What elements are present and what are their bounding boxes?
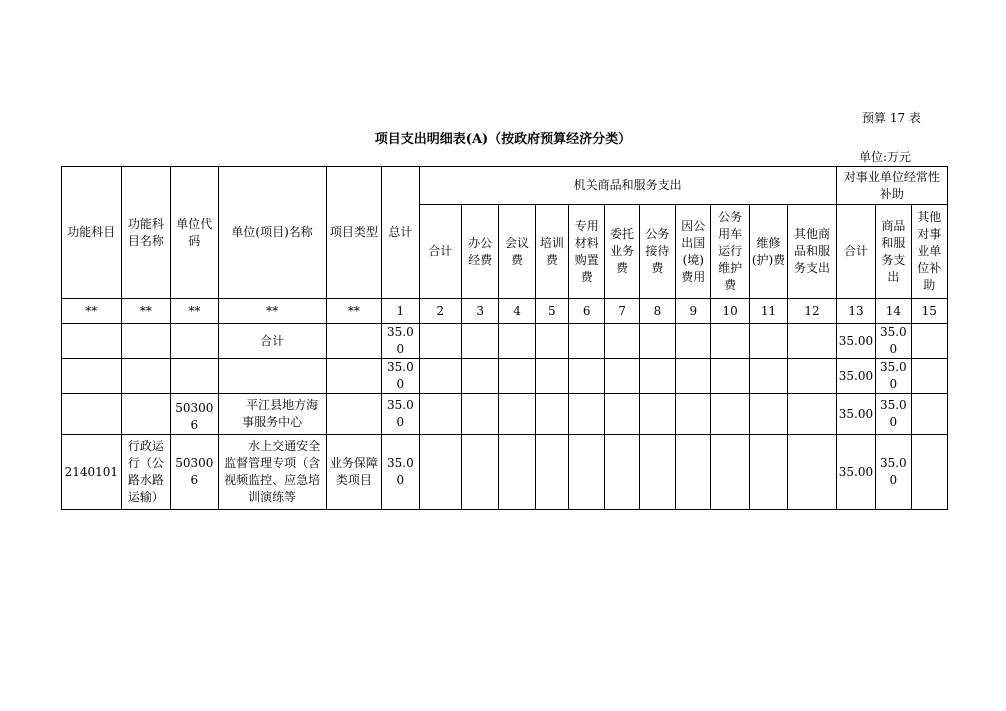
item-unit-code: 503006	[171, 435, 218, 510]
subtotal-subsidy-total: 35.00	[836, 359, 875, 394]
index-cell: **	[62, 299, 122, 324]
item-project-name: 水上交通安全监督管理专项（含视频监控、应急培训演练等	[218, 435, 326, 510]
unit-subsidy-goods: 35.00	[876, 394, 911, 435]
subtotal-amount: 35.00	[382, 359, 419, 394]
header-sub-6: 委托业务费	[605, 205, 639, 299]
unit-amount: 35.00	[382, 394, 419, 435]
index-cell: 15	[911, 299, 948, 324]
header-func-code: 功能科目	[62, 167, 122, 299]
header-total: 总计	[382, 167, 419, 299]
index-cell: **	[121, 299, 170, 324]
index-cell: 3	[461, 299, 498, 324]
header-sub-9: 公务用车运行维护费	[711, 205, 749, 299]
header-project-type: 项目类型	[326, 167, 382, 299]
index-cell: 11	[749, 299, 787, 324]
item-subsidy-goods: 35.00	[876, 435, 911, 510]
item-func-name: 行政运行（公路水路运输）	[121, 435, 170, 510]
header-sub-12: 合计	[836, 205, 875, 299]
unit-code: 503006	[171, 394, 218, 435]
index-cell: **	[171, 299, 218, 324]
header-sub-8: 因公出国(境)费用	[676, 205, 711, 299]
table-row-unit	[62, 394, 948, 435]
header-func-name: 功能科目名称	[121, 167, 170, 299]
index-cell: 1	[382, 299, 419, 324]
index-row	[62, 299, 948, 324]
index-cell: 12	[788, 299, 837, 324]
header-sub-7: 公务接待费	[639, 205, 675, 299]
header-sub-2: 办公经费	[461, 205, 498, 299]
header-sub-4: 培训费	[535, 205, 568, 299]
total-subsidy-total: 35.00	[836, 324, 875, 359]
item-subsidy-total: 35.00	[836, 435, 875, 510]
index-cell: 10	[711, 299, 749, 324]
header-row-1	[62, 167, 948, 205]
total-label: 合计	[218, 324, 326, 359]
index-cell: 4	[499, 299, 535, 324]
header-sub-13: 商品和服务支出	[876, 205, 911, 299]
index-cell: 9	[676, 299, 711, 324]
item-func-code: 2140101	[62, 435, 122, 510]
index-cell: 5	[535, 299, 568, 324]
unit-label: 单位:万元	[859, 150, 912, 164]
header-sub-1: 合计	[419, 205, 461, 299]
table-row-subtotal	[62, 359, 948, 394]
subtotal-subsidy-goods: 35.00	[876, 359, 911, 394]
unit-subsidy-total: 35.00	[836, 394, 875, 435]
header-group-goods-services: 机关商品和服务支出	[419, 167, 836, 205]
total-subsidy-goods: 35.00	[876, 324, 911, 359]
index-cell: **	[326, 299, 382, 324]
item-amount: 35.00	[382, 435, 419, 510]
index-cell: 13	[836, 299, 875, 324]
header-unit-name: 单位(项目)名称	[218, 167, 326, 299]
unit-name: 平江县地方海事服务中心	[218, 394, 326, 435]
total-amount: 35.00	[382, 324, 419, 359]
budget-table	[61, 166, 948, 510]
page-title: 项目支出明细表(A)（按政府预算经济分类）	[374, 132, 632, 147]
index-cell: 7	[605, 299, 639, 324]
header-sub-14: 其他对事业单位补助	[911, 205, 948, 299]
index-cell: 8	[639, 299, 675, 324]
table-row-project	[62, 435, 948, 510]
header-sub-11: 其他商品和服务支出	[788, 205, 837, 299]
header-unit-code: 单位代码	[171, 167, 218, 299]
form-number: 预算 17 表	[862, 111, 921, 125]
header-sub-5: 专用材料购置费	[569, 205, 605, 299]
item-project-type: 业务保障类项目	[326, 435, 382, 510]
header-sub-10: 维修(护)费	[749, 205, 787, 299]
index-cell: **	[218, 299, 326, 324]
index-cell: 6	[569, 299, 605, 324]
index-cell: 14	[876, 299, 911, 324]
index-cell: 2	[419, 299, 461, 324]
header-group-subsidy: 对事业单位经常性补助	[836, 167, 947, 205]
table-row-total	[62, 324, 948, 359]
header-sub-3: 会议费	[499, 205, 535, 299]
